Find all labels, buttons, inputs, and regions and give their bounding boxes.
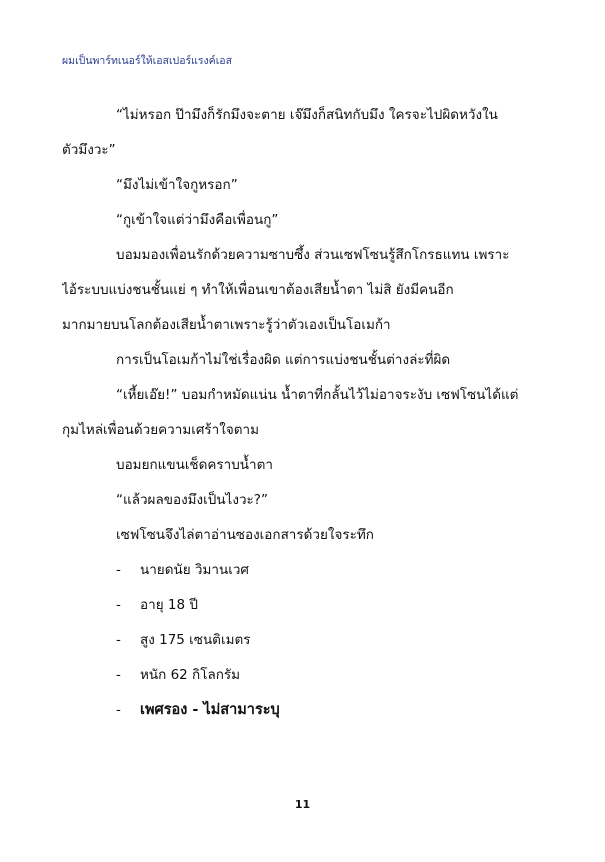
list-dash: -: [116, 666, 121, 683]
paragraph-line: การเป็นโอเมก้าไม่ใช่เรื่องผิด แต่การแบ่งชนชั้นต่างล่ะที่ผิด: [116, 351, 451, 368]
list-item-text: หนัก 62 กิโลกรัม: [140, 666, 241, 683]
body-text: [62, 98, 547, 728]
page-number: 11: [294, 798, 311, 811]
paragraph-line: เซฟโซนจึงไล่ตาอ่านซองเอกสารด้วยใจระทึก: [116, 526, 374, 543]
paragraph-line: ไอ้ระบบแบ่งชนชั้นแย่ ๆ ทำให้เพื่อนเขาต้องเสียน้ำตา ไม่สิ ยังมีคนอีก: [62, 281, 454, 298]
paragraph-line: บอมมองเพื่อนรักด้วยความซาบซึ้ง ส่วนเซฟโซนรู้สึกโกรธแทน เพราะ: [116, 246, 510, 263]
paragraph-line: “เหี้ยเอ๊ย!” บอมกำหมัดแน่น น้ำตาที่กลั้นไว้ไม่อาจระงับ เซฟโซนได้แต่: [116, 386, 519, 403]
paragraph-line: กุมไหล่เพื่อนด้วยความเศร้าใจตาม: [62, 421, 259, 438]
list-dash: -: [116, 596, 121, 613]
list-dash: -: [116, 631, 121, 648]
list-dash: -: [116, 561, 121, 578]
paragraph-line: ตัวมึงวะ”: [62, 141, 116, 158]
list-item: [62, 553, 547, 588]
paragraph-line: “มึงไม่เข้าใจกูหรอก”: [116, 176, 238, 193]
list-item-text: เพศรอง - ไม่สามาระบุ: [140, 702, 280, 719]
list-item: [62, 693, 547, 728]
paragraph-line: “กูเข้าใจแต่ว่ามึงคือเพื่อนกู”: [116, 211, 279, 228]
paragraph-line: “ไม่หรอก ป๊ามึงก็รักมึงจะตาย เจ๊มึงก็สนิทกับมึง ใครจะไปผิดหวังใน: [116, 106, 498, 123]
list-item-text: อายุ 18 ปี: [140, 596, 198, 613]
paragraph-line: “แล้วผลของมึงเป็นไงวะ?”: [116, 491, 268, 508]
running-header: ผมเป็นพาร์ทเนอร์ให้เอสเปอร์แรงค์เอส: [62, 55, 233, 67]
list-item-text: นายดนัย วิมานเวศ: [140, 561, 249, 578]
list-dash: -: [116, 701, 121, 718]
list-item: [62, 658, 547, 693]
paragraph-line: มากมายบนโลกต้องเสียน้ำตาเพราะรู้ว่าตัวเองเป็นโอเมก้า: [62, 316, 391, 333]
paragraph-line: บอมยกแขนเช็ดคราบน้ำตา: [116, 456, 273, 473]
list-item-text: สูง 175 เซนติเมตร: [140, 631, 251, 648]
list-item: [62, 588, 547, 623]
list-item: [62, 623, 547, 658]
